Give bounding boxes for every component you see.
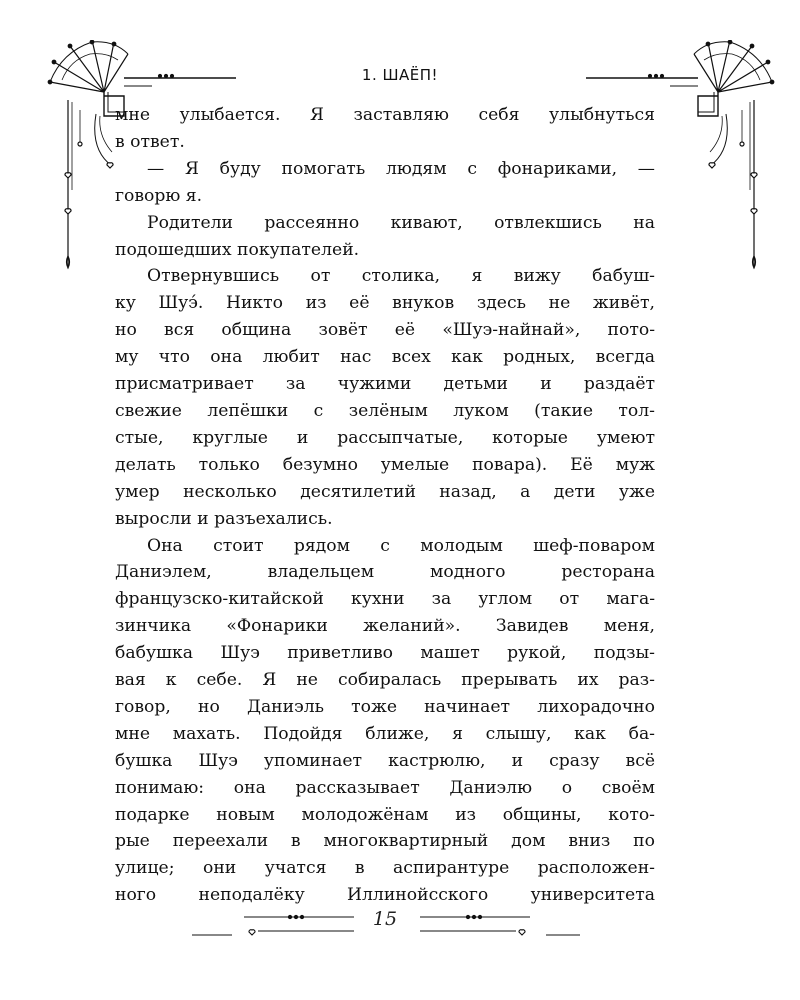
- text-line: бабушка Шуэ приветливо машет рукой, подзы-: [115, 643, 655, 664]
- page-number: 15: [372, 908, 398, 930]
- text-line: мне махать. Подойдя ближе, я слышу, как ба-: [115, 723, 655, 744]
- text-line: говор, но Даниэль тоже начинает лихорадочно: [115, 696, 655, 717]
- text-line: свежие лепёшки с зелёным луком (такие тол-: [115, 400, 655, 421]
- text-line: стые, круглые и рассыпчатые, которые умеют: [115, 427, 655, 448]
- text-line: зинчика «Фонарики желаний». Завидев меня,: [115, 616, 655, 637]
- chapter-title: 1. ШАЁП!: [361, 66, 439, 84]
- text-line: ного неподалёку Иллинойсского университета: [115, 885, 655, 906]
- text-line: рые переехали в многоквартирный дом вниз по: [115, 831, 655, 852]
- text-line: Она стоит рядом с молодым шеф-поваром: [147, 535, 655, 556]
- text-line: Родители рассеянно кивают, отвлекшись на: [147, 212, 655, 233]
- text-line: понимаю: она рассказывает Даниэлю о своём: [115, 777, 655, 798]
- text-line: бушка Шуэ упоминает кастрюлю, и сразу всё: [115, 750, 655, 771]
- text-line: говорю я.: [115, 185, 203, 206]
- text-line: мне улыбается. Я заставляю себя улыбнуться: [115, 105, 655, 125]
- text-line: в ответ.: [115, 131, 185, 152]
- body-text: [115, 102, 655, 909]
- text-line: французско-китайской кухни за углом от мага-: [115, 589, 655, 610]
- text-line: Даниэлем, владельцем модного ресторана: [115, 562, 655, 583]
- text-line: — Я буду помогать людям с фонариками, —: [147, 158, 655, 179]
- text-line: му что она любит нас всех как родных, всегда: [115, 347, 655, 368]
- text-line: но вся община зовёт её «Шуэ-найнай», пото-: [115, 320, 655, 341]
- text-line: ку Шуэ́. Никто из её внуков здесь не живёт,: [115, 293, 655, 314]
- text-line: подошедших покупателей.: [115, 239, 360, 260]
- text-line: вая к себе. Я не собиралась прерывать их раз-: [115, 670, 655, 691]
- text-line: присматривает за чужими детьми и раздаёт: [115, 374, 655, 395]
- text-line: улице; они учатся в аспирантуре расположен-: [115, 858, 655, 879]
- text-line: умер несколько десятилетий назад, а дети уже: [115, 481, 655, 502]
- text-line: выросли и разъехались.: [115, 508, 333, 529]
- text-line: Отвернувшись от столика, я вижу бабуш-: [147, 266, 655, 287]
- text-line: подарке новым молодожёнам из общины, кото-: [115, 804, 655, 825]
- text-line: делать только безумно умелые повара). Её муж: [115, 454, 655, 475]
